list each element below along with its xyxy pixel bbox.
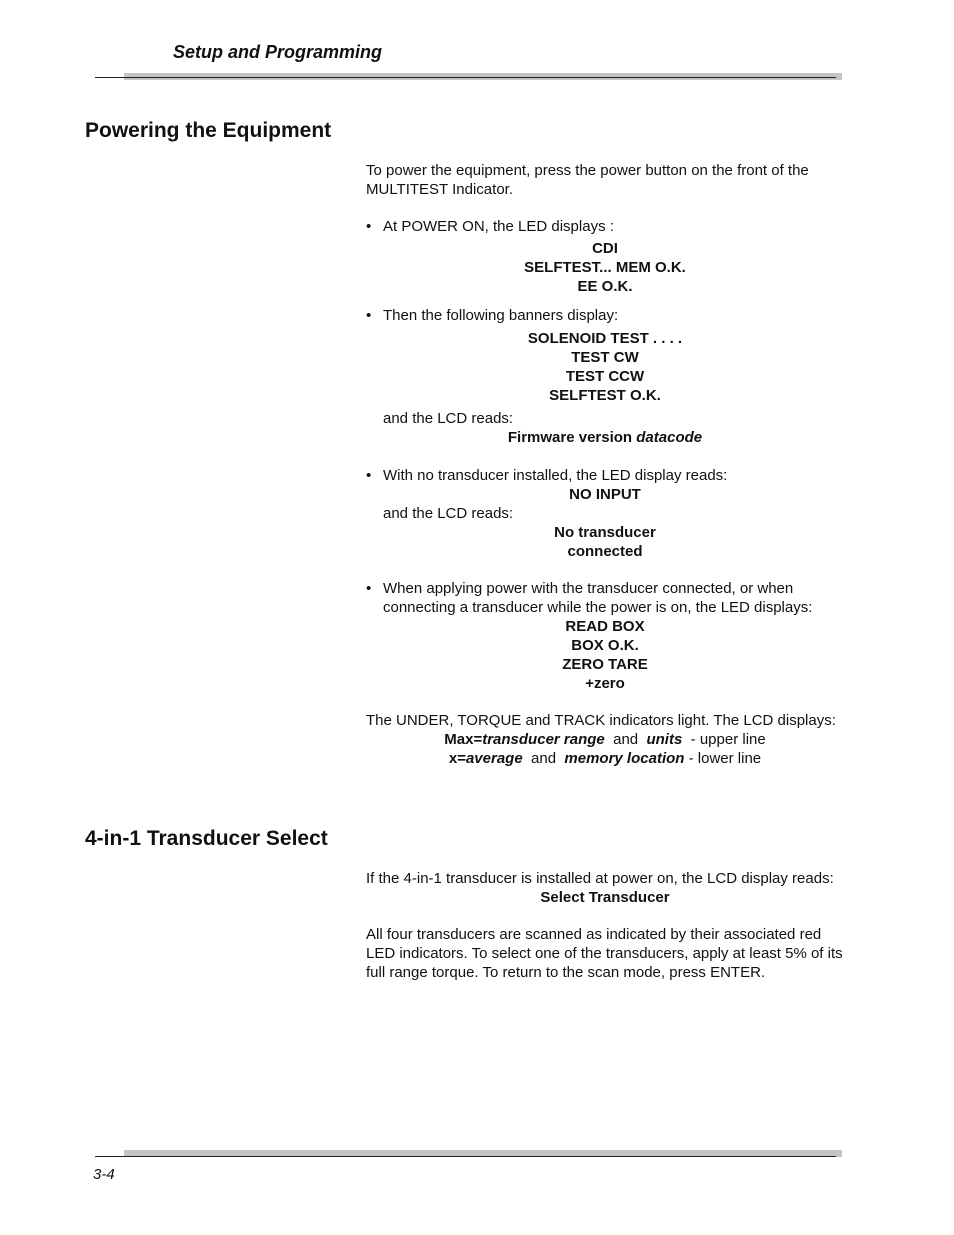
bullet-transducer-connected (366, 579, 844, 617)
lcd-lower-suffix: - lower line (688, 750, 762, 767)
bullet-power-on (366, 217, 844, 236)
lcd-upper-joiner: and (613, 731, 639, 748)
lcd-upper-line (366, 730, 844, 749)
bullet-text: When applying power with the transducer connected, or when connecting a transducer while the power is on, the LED displays: (383, 580, 813, 616)
led-line: ZERO TARE (562, 656, 648, 673)
lcd-intro: and the LCD reads: (383, 410, 514, 427)
lcd-line: connected (567, 543, 643, 560)
bullet-dot: • (366, 467, 372, 484)
led-line: TEST CCW (565, 368, 645, 385)
bullet-text: With no transducer installed, the LED display reads: (383, 467, 728, 484)
lcd-upper-units: units (646, 731, 683, 748)
led-line: SELFTEST... MEM O.K. (524, 259, 686, 276)
header-rule-line (95, 77, 836, 78)
led-line: EE O.K. (577, 278, 633, 295)
led-line: SOLENOID TEST . . . . (527, 330, 683, 347)
lcd-upper-range: transducer range (482, 731, 605, 748)
lcd-lower-line (366, 749, 844, 768)
bullet-text: Then the following banners display: (383, 307, 619, 324)
section-transducer-select-body (366, 869, 844, 982)
bullet-no-transducer (366, 466, 844, 485)
section-heading-transducer-select: 4-in-1 Transducer Select (85, 827, 328, 850)
lcd-firmware-datacode: datacode (636, 429, 703, 446)
lcd-intro: and the LCD reads: (383, 505, 514, 522)
lcd-lower-bold: x= (448, 750, 466, 767)
led-line: NO INPUT (569, 486, 641, 503)
section-powering-body (366, 161, 844, 768)
lcd-firmware-line (366, 428, 844, 447)
lcd-upper-suffix: - upper line (690, 731, 766, 748)
led-line: BOX O.K. (571, 637, 639, 654)
led-line: SELFTEST O.K. (549, 387, 661, 404)
lcd-lower-average: average (465, 750, 523, 767)
led-line: READ BOX (565, 618, 645, 635)
intro-paragraph: To power the equipment, press the power button on the front of the MULTITEST Indicator. (366, 162, 809, 198)
lcd-lower-joiner: and (531, 750, 557, 767)
bullet-dot: • (366, 580, 372, 597)
footer-rule-line (95, 1156, 836, 1157)
page-number: 3-4 (93, 1166, 115, 1183)
running-header-title: Setup and Programming (173, 42, 383, 62)
bullet-dot: • (366, 218, 372, 235)
lcd-upper-bold: Max= (444, 731, 483, 748)
closing-paragraph: The UNDER, TORQUE and TRACK indicators light. The LCD displays: (366, 712, 836, 729)
lcd-line: No transducer (554, 524, 656, 541)
bullet-dot: • (366, 307, 372, 324)
lcd-lower-memory: memory location (564, 750, 685, 767)
transducer-body: All four transducers are scanned as indicated by their associated red LED indicators. To select one of the transducers, apply at least 5% of its full range torque. To return to the scan mode, press ENTER. (366, 926, 843, 981)
led-line: +zero (585, 675, 625, 692)
bullet-banners (366, 306, 844, 325)
led-line: TEST CW (571, 349, 639, 366)
lcd-firmware-label: Firmware version (507, 429, 633, 446)
section-heading-powering: Powering the Equipment (85, 119, 332, 142)
lcd-select-transducer: Select Transducer (540, 889, 670, 906)
led-line: CDI (592, 240, 618, 257)
transducer-intro: If the 4-in-1 transducer is installed at power on, the LCD display reads: (366, 870, 834, 887)
bullet-text: At POWER ON, the LED displays : (383, 218, 614, 235)
